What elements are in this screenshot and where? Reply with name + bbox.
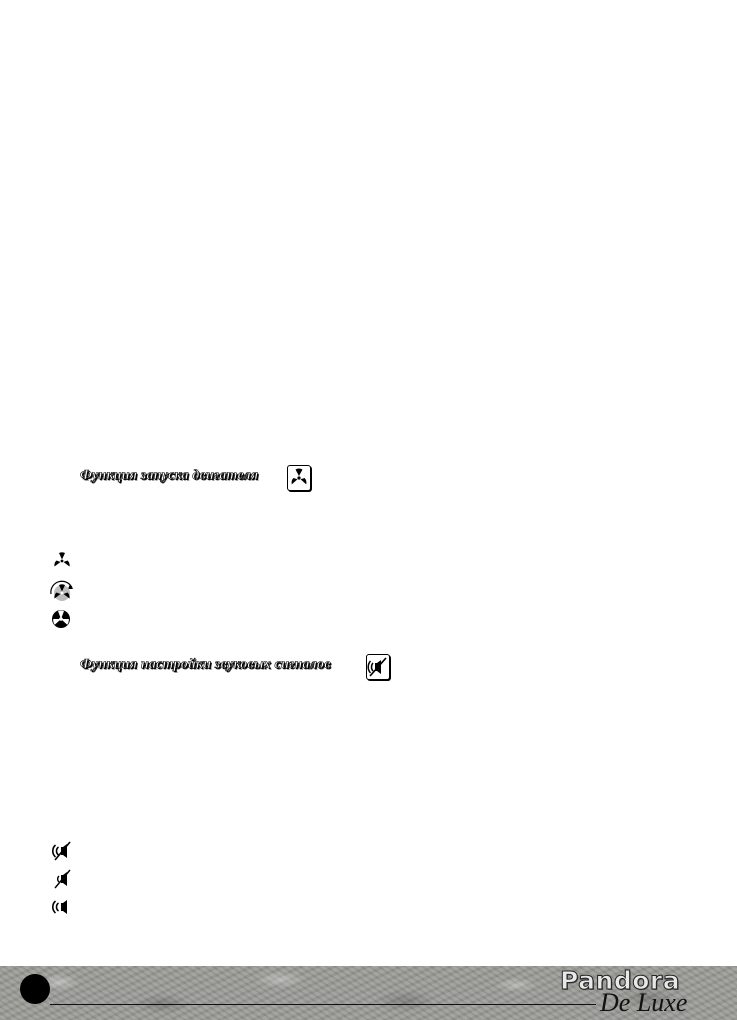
sound-speaker-icon (366, 654, 390, 680)
speaker-quiet-icon (50, 868, 74, 895)
speaker-loud-icon (50, 896, 74, 923)
footer-divider (50, 1004, 596, 1005)
brand-sub-logo: De Luxe (600, 988, 688, 1017)
page-number-marker (20, 974, 50, 1004)
fan-idle-icon (52, 551, 72, 576)
section-title-sound-settings: Функция настройки звуковых сигналов (80, 657, 331, 672)
fan-rotating-icon (46, 578, 78, 611)
speaker-muted-icon (50, 840, 74, 867)
section-title-engine-start: Функция запуска двигателя (80, 468, 259, 483)
fan-running-icon (50, 608, 72, 635)
engine-fan-icon (287, 465, 311, 491)
brand-logo: Pandora (560, 966, 681, 995)
